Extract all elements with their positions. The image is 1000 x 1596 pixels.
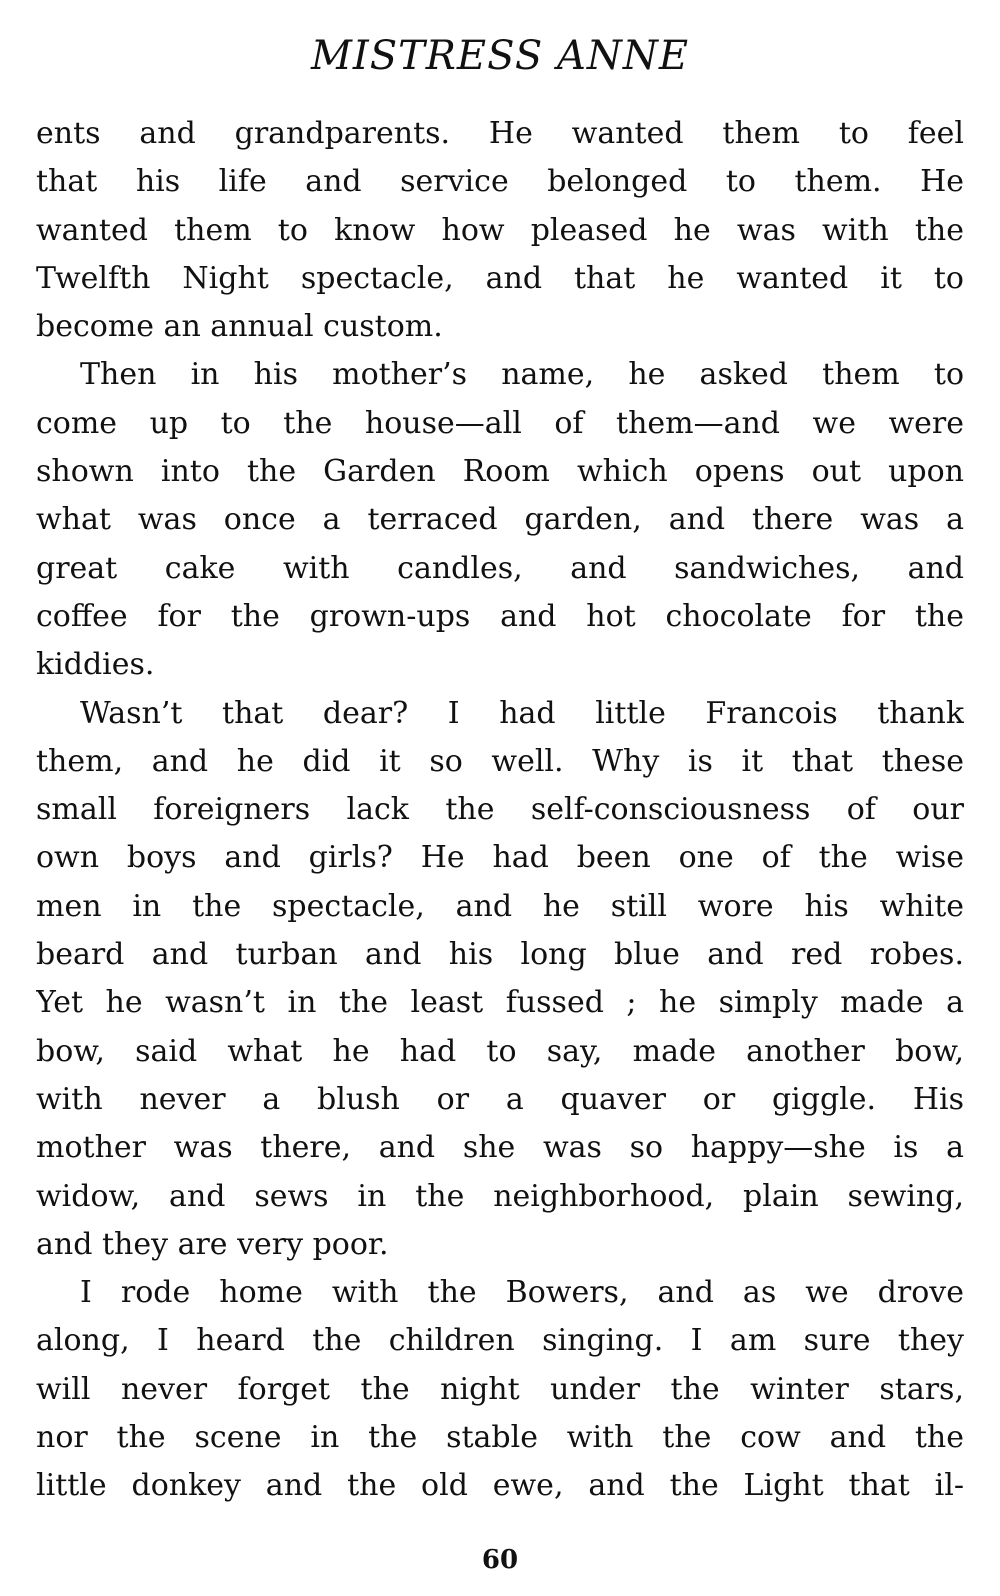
text-line: shown into the Garden Room which opens out upon bbox=[36, 454, 964, 490]
body-text bbox=[36, 110, 964, 1511]
text-line: small foreigners lack the self-consciousness of our bbox=[36, 792, 964, 828]
text-line: nor the scene in the stable with the cow and the bbox=[36, 1420, 964, 1456]
text-line: bow, said what he had to say, made another bow, bbox=[36, 1033, 964, 1069]
page-number: 60 bbox=[481, 1545, 519, 1575]
text-line: what was once a terraced garden, and there was a bbox=[36, 502, 964, 538]
text-line: and they are very poor. bbox=[36, 1226, 389, 1262]
text-line: with never a blush or a quaver or giggle. His bbox=[36, 1081, 964, 1117]
text-line: will never forget the night under the winter stars, bbox=[36, 1371, 964, 1407]
text-line: little donkey and the old ewe, and the Light that il- bbox=[36, 1468, 964, 1504]
text-line: that his life and service belonged to them. He bbox=[36, 164, 964, 200]
text-line: them, and he did it so well. Why is it that these bbox=[36, 743, 964, 779]
text-line: men in the spectacle, and he still wore his white bbox=[36, 888, 964, 924]
text-line: own boys and girls? He had been one of the wise bbox=[36, 840, 964, 876]
text-line: become an annual custom. bbox=[36, 309, 443, 345]
text-line: great cake with candles, and sandwiches, and bbox=[36, 550, 964, 586]
running-head: MISTRESS ANNE bbox=[310, 33, 690, 79]
text-line: coffee for the grown-ups and hot chocolate for the bbox=[36, 598, 964, 634]
paragraph-start-line: Then in his mother’s name, he asked them to bbox=[80, 357, 964, 393]
text-line: Yet he wasn’t in the least fussed ; he simply made a bbox=[36, 985, 964, 1021]
text-line: mother was there, and she was so happy—she is a bbox=[36, 1130, 964, 1166]
text-line: come up to the house—all of them—and we were bbox=[36, 405, 964, 441]
text-line: along, I heard the children singing. I am sure they bbox=[36, 1323, 964, 1359]
text-line: wanted them to know how pleased he was with the bbox=[36, 212, 964, 248]
text-line: beard and turban and his long blue and red robes. bbox=[36, 937, 964, 973]
paragraph-start-line: Wasn’t that dear? I had little Francois thank bbox=[80, 695, 964, 731]
paragraph-start-line: I rode home with the Bowers, and as we drove bbox=[80, 1275, 964, 1311]
text-line: ents and grandparents. He wanted them to feel bbox=[36, 116, 964, 151]
text-line: Twelfth Night spectacle, and that he wanted it to bbox=[36, 260, 964, 296]
text-line: widow, and sews in the neighborhood, plain sewing, bbox=[36, 1178, 964, 1214]
text-line: kiddies. bbox=[36, 647, 155, 683]
